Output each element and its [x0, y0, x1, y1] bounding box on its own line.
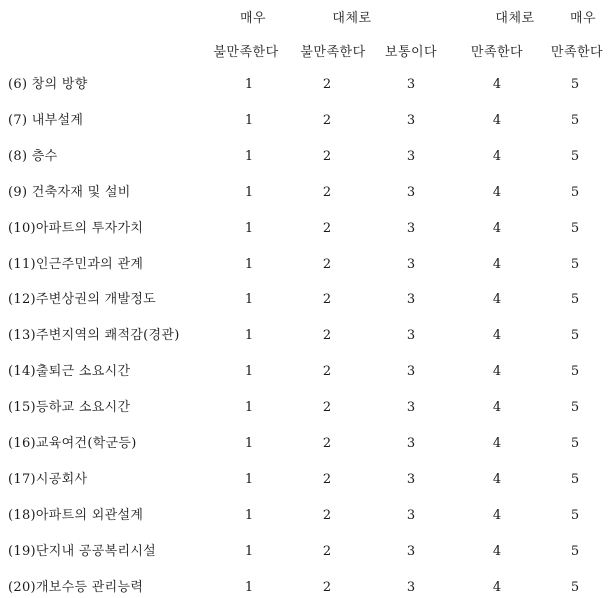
score-2: 2 — [322, 400, 332, 415]
score-5: 5 — [570, 328, 580, 343]
score-5: 5 — [570, 292, 580, 307]
score-2: 2 — [322, 221, 332, 236]
score-5: 5 — [570, 472, 580, 487]
score-3: 3 — [406, 257, 416, 272]
item-label: (7) 내부설계 — [8, 113, 84, 128]
score-4: 4 — [492, 292, 502, 307]
survey-row — [0, 470, 616, 490]
survey-row — [0, 219, 616, 239]
item-label: (12)주변상권의 개발정도 — [8, 292, 157, 307]
score-2: 2 — [322, 149, 332, 164]
score-4: 4 — [492, 221, 502, 236]
header-top-very-dissatisfied: 매우 — [239, 11, 267, 26]
score-4: 4 — [492, 257, 502, 272]
score-3: 3 — [406, 221, 416, 236]
item-label: (19)단지내 공공복리시설 — [8, 544, 157, 559]
score-1: 1 — [244, 472, 254, 487]
survey-row — [0, 290, 616, 310]
score-3: 3 — [406, 436, 416, 451]
score-2: 2 — [322, 185, 332, 200]
score-2: 2 — [322, 508, 332, 523]
survey-row — [0, 255, 616, 275]
header-bottom-col2: 불만족한다 — [300, 45, 366, 60]
score-1: 1 — [244, 364, 254, 379]
score-4: 4 — [492, 77, 502, 92]
score-3: 3 — [406, 292, 416, 307]
item-label: (13)주변지역의 쾌적감(경관) — [8, 328, 180, 343]
score-2: 2 — [322, 292, 332, 307]
score-4: 4 — [492, 185, 502, 200]
score-4: 4 — [492, 436, 502, 451]
score-5: 5 — [570, 149, 580, 164]
score-3: 3 — [406, 77, 416, 92]
item-label: (6) 창의 방향 — [8, 77, 88, 92]
score-2: 2 — [322, 328, 332, 343]
score-4: 4 — [492, 508, 502, 523]
score-2: 2 — [322, 472, 332, 487]
score-1: 1 — [244, 580, 254, 595]
score-5: 5 — [570, 544, 580, 559]
header-bottom-col3: 보통이다 — [384, 45, 438, 60]
header-top-mostly-satisfied: 대체로 — [495, 11, 535, 26]
survey-row — [0, 578, 616, 598]
survey-row — [0, 506, 616, 526]
score-5: 5 — [570, 185, 580, 200]
score-3: 3 — [406, 149, 416, 164]
header-top-very-satisfied: 매우 — [569, 11, 597, 26]
survey-row — [0, 111, 616, 131]
score-3: 3 — [406, 113, 416, 128]
survey-row — [0, 434, 616, 454]
score-1: 1 — [244, 257, 254, 272]
item-label: (16)교육여건(학군등) — [8, 436, 137, 451]
score-1: 1 — [244, 113, 254, 128]
score-2: 2 — [322, 257, 332, 272]
score-1: 1 — [244, 328, 254, 343]
survey-row — [0, 75, 616, 95]
score-3: 3 — [406, 580, 416, 595]
score-4: 4 — [492, 328, 502, 343]
score-5: 5 — [570, 436, 580, 451]
score-3: 3 — [406, 544, 416, 559]
score-1: 1 — [244, 436, 254, 451]
score-5: 5 — [570, 580, 580, 595]
score-4: 4 — [492, 149, 502, 164]
survey-row — [0, 183, 616, 203]
score-3: 3 — [406, 472, 416, 487]
header-top-mostly-dissatisfied: 대체로 — [332, 11, 372, 26]
score-3: 3 — [406, 364, 416, 379]
score-1: 1 — [244, 149, 254, 164]
score-1: 1 — [244, 544, 254, 559]
item-label: (11)인근주민과의 관계 — [8, 257, 144, 272]
score-2: 2 — [322, 77, 332, 92]
item-label: (18)아파트의 외관설계 — [8, 508, 144, 523]
score-1: 1 — [244, 400, 254, 415]
score-1: 1 — [244, 221, 254, 236]
score-2: 2 — [322, 436, 332, 451]
score-2: 2 — [322, 364, 332, 379]
score-4: 4 — [492, 364, 502, 379]
score-5: 5 — [570, 257, 580, 272]
item-label: (20)개보수등 관리능력 — [8, 580, 144, 595]
score-5: 5 — [570, 113, 580, 128]
score-5: 5 — [570, 364, 580, 379]
score-5: 5 — [570, 508, 580, 523]
score-1: 1 — [244, 508, 254, 523]
score-4: 4 — [492, 400, 502, 415]
header-bottom-col4: 만족한다 — [470, 45, 524, 60]
item-label: (15)등하교 소요시간 — [8, 400, 131, 415]
survey-row — [0, 147, 616, 167]
score-2: 2 — [322, 113, 332, 128]
score-5: 5 — [570, 221, 580, 236]
score-3: 3 — [406, 328, 416, 343]
score-2: 2 — [322, 580, 332, 595]
score-3: 3 — [406, 185, 416, 200]
score-4: 4 — [492, 472, 502, 487]
header-bottom-col1: 불만족한다 — [213, 45, 279, 60]
score-1: 1 — [244, 185, 254, 200]
item-label: (14)출퇴근 소요시간 — [8, 364, 131, 379]
item-label: (10)아파트의 투자가치 — [8, 221, 144, 236]
item-label: (9) 건축자재 및 설비 — [8, 185, 131, 200]
score-3: 3 — [406, 508, 416, 523]
header-bottom-col5: 만족한다 — [550, 45, 604, 60]
survey-row — [0, 362, 616, 382]
item-label: (8) 층수 — [8, 149, 58, 164]
score-4: 4 — [492, 580, 502, 595]
score-4: 4 — [492, 544, 502, 559]
item-label: (17)시공회사 — [8, 472, 88, 487]
survey-row — [0, 542, 616, 562]
score-5: 5 — [570, 77, 580, 92]
score-3: 3 — [406, 400, 416, 415]
score-5: 5 — [570, 400, 580, 415]
score-2: 2 — [322, 544, 332, 559]
score-1: 1 — [244, 77, 254, 92]
survey-row — [0, 326, 616, 346]
score-1: 1 — [244, 292, 254, 307]
score-4: 4 — [492, 113, 502, 128]
survey-row — [0, 398, 616, 418]
